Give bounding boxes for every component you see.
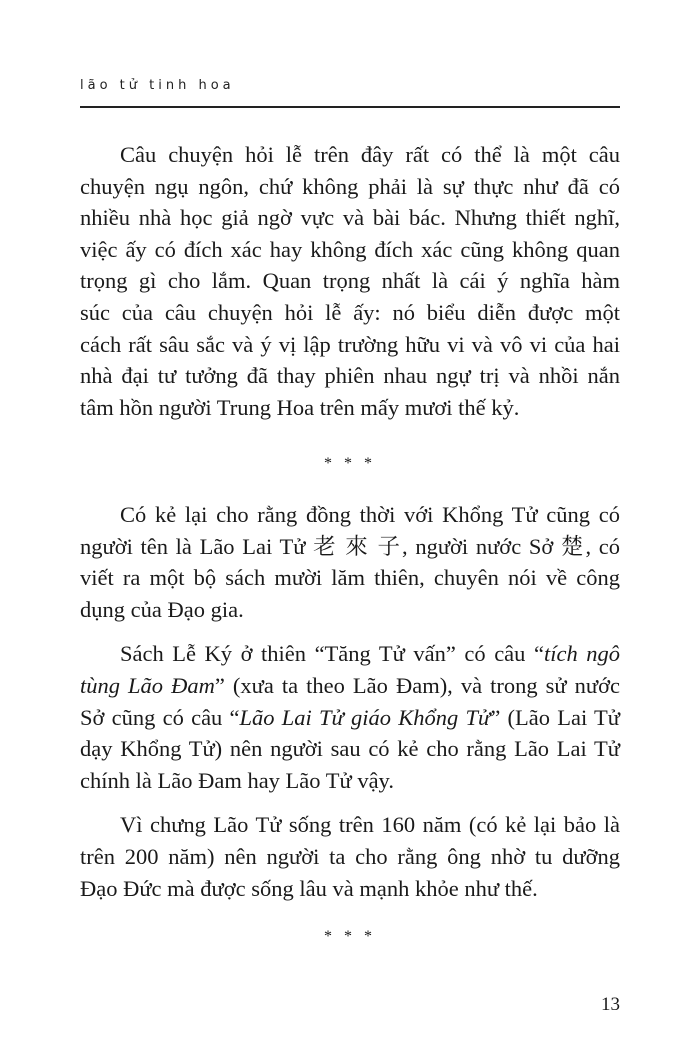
section-1 — [80, 139, 620, 436]
text-segment: Đạo Đức mà được sống lâu và mạnh khỏe như thế. — [80, 875, 538, 901]
text-line — [80, 234, 620, 266]
text-line — [80, 499, 620, 531]
text-line — [80, 594, 620, 626]
text-line — [80, 360, 620, 392]
section-separator: * * * — [324, 928, 376, 945]
text-segment: việc ấy có đích xác hay không đích xác cũng không quan — [80, 236, 620, 262]
text-line — [80, 531, 620, 563]
running-header: lão tử tinh hoa — [80, 78, 235, 93]
text-segment: trên 200 năm) nên người ta cho rằng ông nhờ tu dưỡng — [80, 843, 620, 869]
text-line — [80, 670, 620, 702]
italic-text: tích ngô — [543, 641, 620, 667]
text-segment: chính là Lão Đam hay Lão Tử vậy. — [80, 767, 394, 793]
paragraph — [80, 638, 620, 796]
section-separator: * * * — [324, 455, 376, 472]
text-line — [80, 265, 620, 297]
header-rule — [80, 106, 620, 108]
text-line — [80, 329, 620, 361]
paragraph — [80, 139, 620, 423]
text-segment: người tên là Lão Lai Tử 老 來 子, người nước Sở 楚, có — [80, 533, 620, 559]
text-line — [80, 638, 620, 670]
text-segment: dụng của Đạo gia. — [80, 596, 244, 622]
italic-text: Lão Lai Tử giáo Khổng Tử — [239, 704, 491, 730]
text-line — [80, 765, 620, 797]
text-segment: Sở cũng có câu “ — [80, 704, 240, 730]
text-segment: trọng gì cho lắm. Quan trọng nhất là cái ý nghĩa hàm — [80, 268, 620, 294]
text-segment: Câu chuyện hỏi lễ trên đây rất có thể là một câu — [120, 142, 620, 167]
text-segment: nhiều nhà học giả ngờ vực và bài bác. Nhưng thiết nghĩ, — [80, 205, 620, 231]
text-line — [80, 702, 620, 734]
text-segment: viết ra một bộ sách mười lăm thiên, chuyên nói về công — [80, 565, 620, 591]
section-2 — [80, 499, 620, 917]
text-segment: dạy Khổng Tử) nên người sau có kẻ cho rằng Lão Lai Tử — [80, 736, 620, 762]
text-line — [80, 873, 620, 905]
italic-text: tùng Lão Đam — [80, 672, 215, 698]
text-line — [80, 841, 620, 873]
text-segment: nhà đại tư tưởng đã thay phiên nhau ngự trị và nhồi nắn — [80, 363, 620, 389]
paragraph — [80, 499, 620, 625]
text-segment: ” (xưa ta theo Lão Đam), và trong sử nước — [214, 672, 621, 698]
text-line — [80, 562, 620, 594]
text-segment: tâm hồn người Trung Hoa trên mấy mươi thế kỷ. — [80, 394, 520, 420]
text-line — [80, 202, 620, 234]
text-line — [80, 139, 620, 171]
text-segment: Có kẻ lại cho rằng đồng thời với Khổng Tử cũng có — [120, 502, 620, 527]
text-segment: ” (Lão Lai Tử — [490, 704, 620, 730]
text-line — [80, 297, 620, 329]
page-number: 13 — [601, 994, 620, 1015]
text-segment: súc của câu chuyện hỏi lễ ấy: nó biểu diễn được một — [80, 299, 620, 325]
text-line — [80, 809, 620, 841]
text-segment: Sách Lễ Ký ở thiên “Tăng Tử vấn” có câu “ — [120, 641, 544, 667]
text-segment: chuyện ngụ ngôn, chứ không phải là sự thực như đã có — [80, 173, 620, 199]
text-line — [80, 733, 620, 765]
paragraph — [80, 809, 620, 904]
text-line — [80, 171, 620, 203]
text-segment: cách rất sâu sắc và ý vị lập trường hữu vi và vô vi của hai — [80, 331, 620, 357]
text-line — [80, 392, 620, 424]
text-segment: Vì chưng Lão Tử sống trên 160 năm (có kẻ lại bảo là — [120, 812, 620, 838]
